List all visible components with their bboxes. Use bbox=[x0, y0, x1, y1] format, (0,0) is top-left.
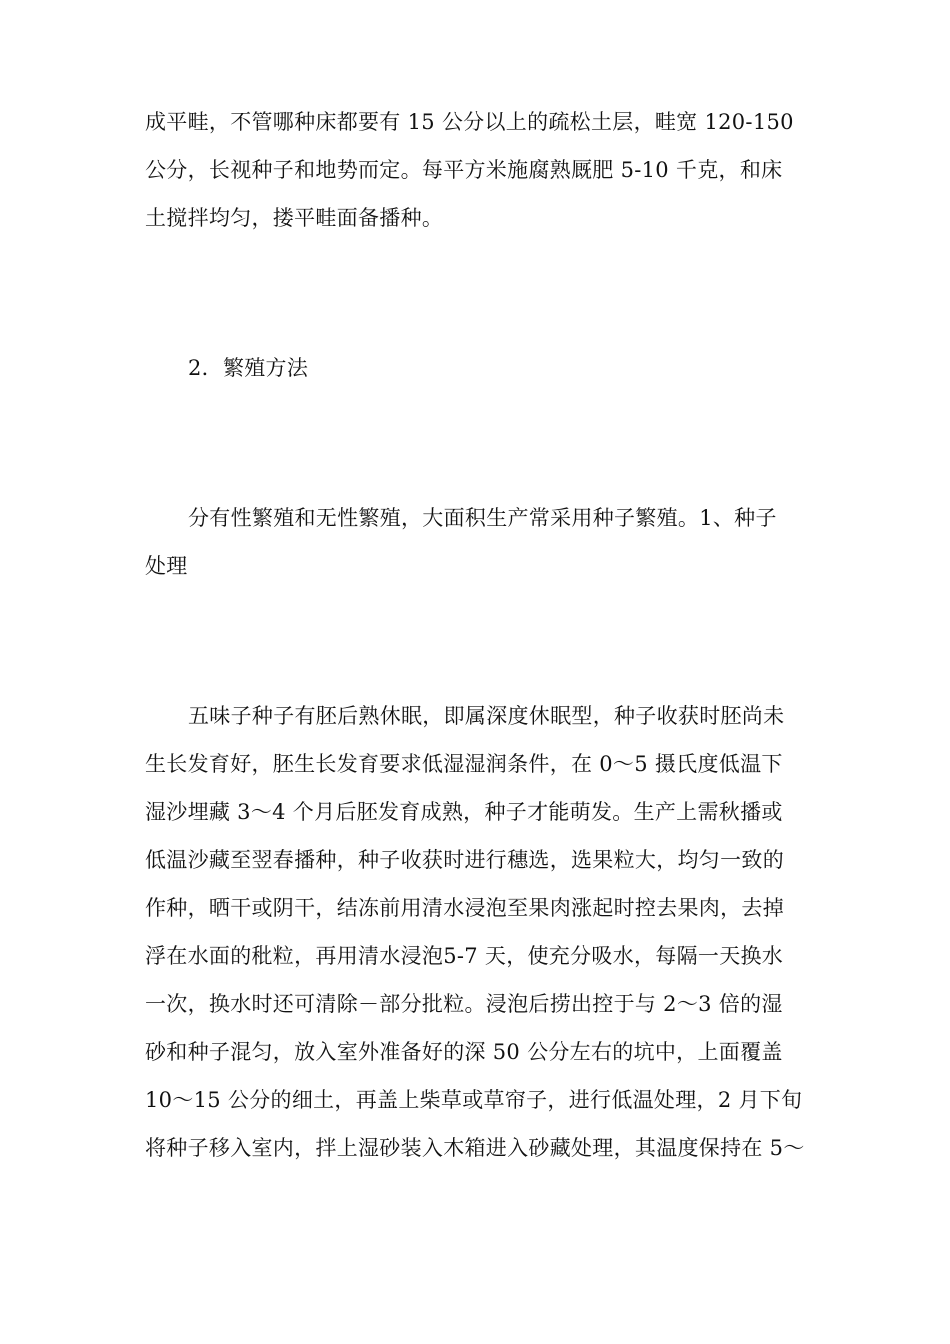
text-line: 浮在水面的秕粒，再用清水浸泡5-7 天，使充分吸水，每隔一天换水 bbox=[145, 944, 784, 968]
text-line: 一次，换水时还可清除－部分批粒。浸泡后捞出控于与 2～3 倍的湿 bbox=[145, 992, 783, 1016]
text-line: 低温沙藏至翌春播种，种子收获时进行穗选，选果粒大，均匀一致的 bbox=[145, 848, 784, 872]
text-line: 作种，晒干或阴干，结冻前用清水浸泡至果肉涨起时控去果肉，去掉 bbox=[145, 896, 784, 920]
text-line: 湿沙埋藏 3～4 个月后胚发育成熟，种子才能萌发。生产上需秋播或 bbox=[145, 800, 783, 824]
text-line: 土搅拌均匀，搂平畦面备播种。 bbox=[145, 206, 444, 230]
text-line: 公分，长视种子和地势而定。每平方米施腐熟厩肥 5-10 千克，和床 bbox=[145, 158, 783, 182]
text-line: 处理 bbox=[145, 554, 188, 578]
text-line: 将种子移入室内，拌上湿砂装入木箱进入砂藏处理，其温度保持在 5～ bbox=[145, 1136, 805, 1160]
text-line: 五味子种子有胚后熟休眠，即属深度休眠型，种子收获时胚尚未 bbox=[188, 704, 785, 728]
text-line: 10～15 公分的细土，再盖上柴草或草帘子，进行低温处理，2 月下旬 bbox=[145, 1088, 803, 1112]
text-line: 砂和种子混匀，放入室外准备好的深 50 公分左右的坑中，上面覆盖 bbox=[145, 1040, 783, 1064]
text-line: 成平畦，不管哪种床都要有 15 公分以上的疏松土层，畦宽 120-150 bbox=[145, 110, 794, 134]
text-line: 分有性繁殖和无性繁殖，大面积生产常采用种子繁殖。1、种子 bbox=[188, 506, 777, 530]
section-heading: 2．繁殖方法 bbox=[188, 356, 309, 380]
text-line: 生长发育好，胚生长发育要求低湿湿润条件，在 0～5 摄氏度低温下 bbox=[145, 752, 783, 776]
